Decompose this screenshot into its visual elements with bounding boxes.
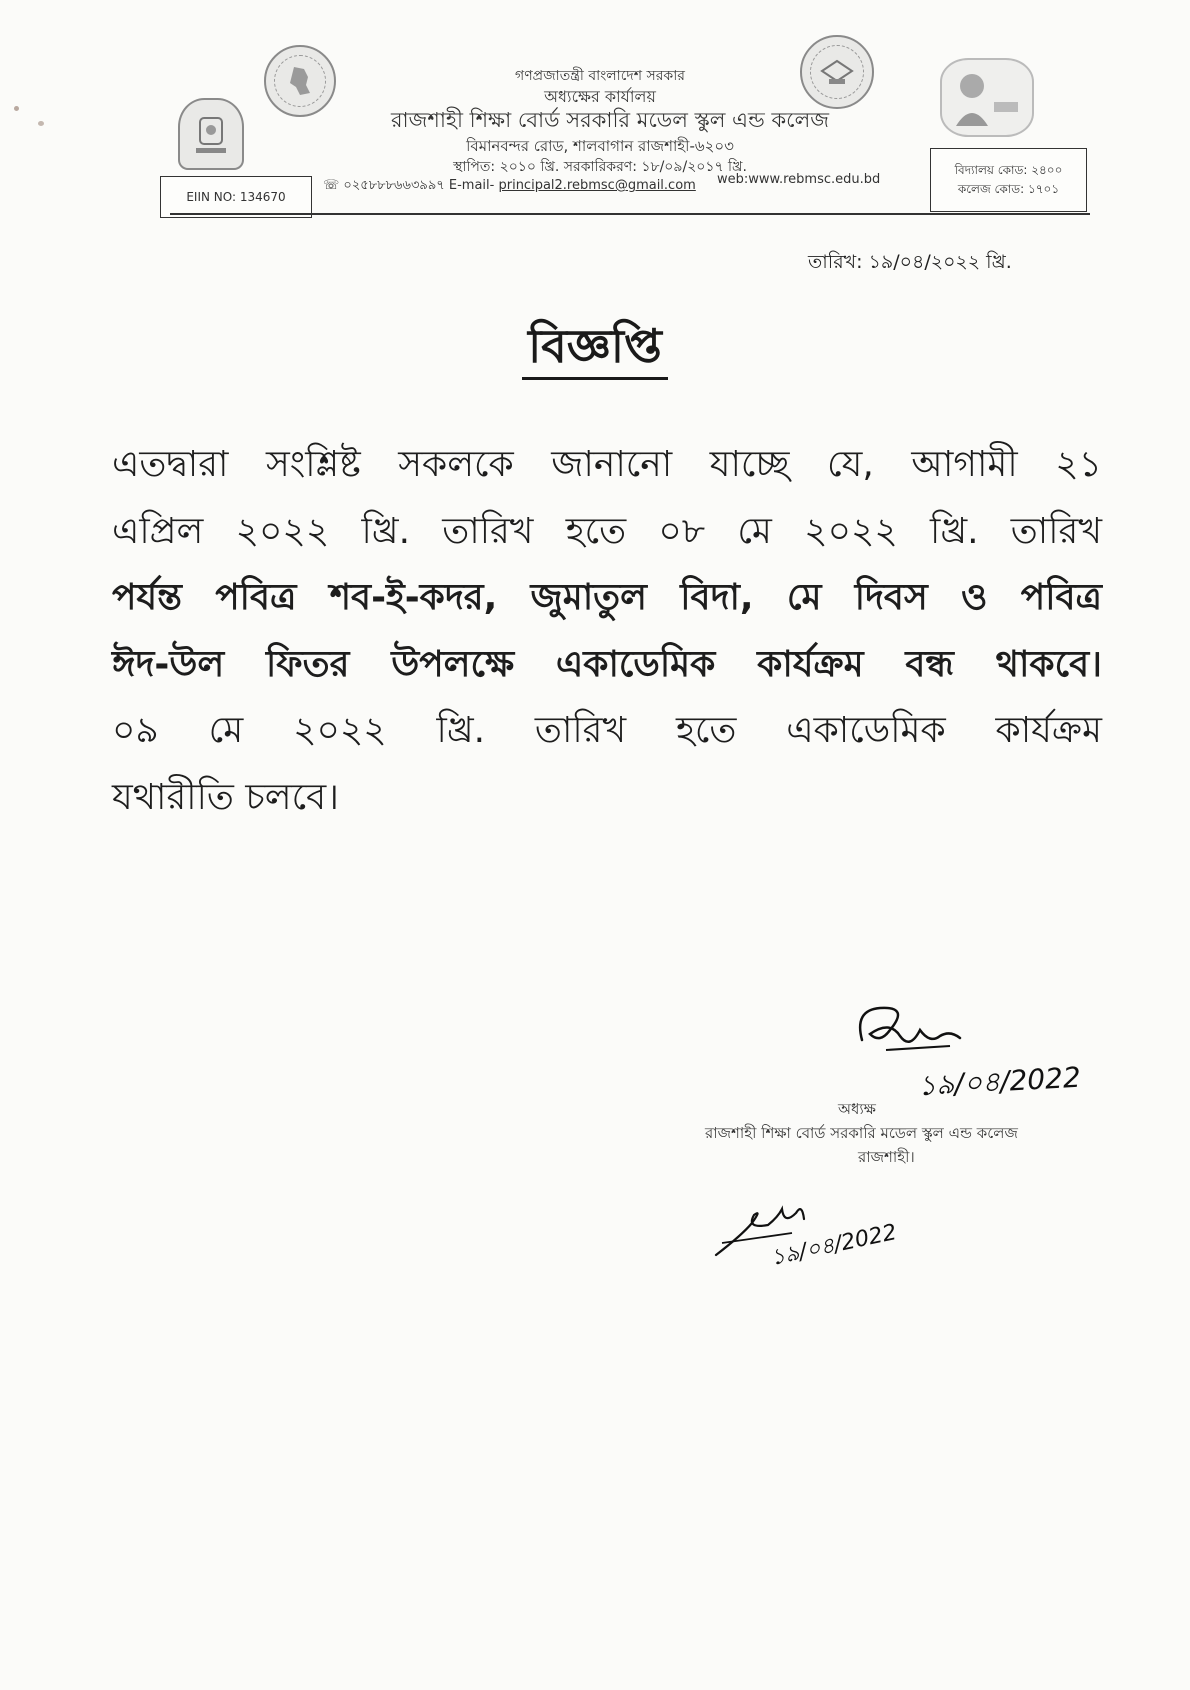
principal-signature-icon [850,1000,970,1070]
second-signature-date: ১৯/০৪/2022 [768,1219,899,1272]
eiin-box [160,176,312,218]
phone-number: ০২৫৮৮৮৬৬৩৯৯৭ [343,178,445,193]
institution-address: বিমানবন্দর রোড, শালবাগান রাজশাহী-৬২০৩ [466,137,734,155]
body-line-1: এতদ্বারা সংশ্লিষ্ট সকলকে জানানো যাচ্ছে যে, আগামী ২১ [112,444,1102,485]
office-name: অধ্যক্ষের কার্যালয় [544,87,656,106]
notice-title [0,312,1190,388]
body-line-5: ০৯ মে ২০২২ খ্রি. তারিখ হতে একাডেমিক কার্যক্রম [112,710,1102,751]
phone-icon: ☏ [323,178,340,193]
institution-name: রাজশাহী শিক্ষা বোর্ড সরকারি মডেল স্কুল এন্ড কলেজ [390,108,830,132]
school-code: বিদ্যালয় কোড: ২৪০০ [954,163,1063,177]
principal-signature-date: ১৯/০৪/2022 [917,1060,1082,1103]
college-code: কলেজ কোড: ১৭০১ [957,182,1060,196]
government-name: গণপ্রজাতন্ত্রী বাংলাদেশ সরকার [515,68,685,84]
body-line-3: পর্যন্ত পবিত্র শব-ই-কদর, জুমাতুল বিদা, মে দিবস ও পবিত্র [112,577,1102,618]
signatory-institution: রাজশাহী শিক্ষা বোর্ড সরকারি মডেল স্কুল এন্ড কলেজ [705,1124,1018,1142]
email-label: E-mail- [448,178,495,193]
header-divider [170,213,1090,215]
notice-date: তারিখ: ১৯/০৪/২০২২ খ্রি. [808,251,1012,273]
scan-speck [38,121,44,126]
scan-speck [14,106,19,111]
eiin-number: EIIN NO: 134670 [186,189,286,204]
code-box [930,148,1087,212]
body-line-2: এপ্রিল ২০২২ খ্রি. তারিখ হতে ০৮ মে ২০২২ খ্রি. তারিখ [112,510,1102,552]
contact-line [323,176,696,197]
education-board-emblem-icon [178,98,244,170]
signatory-designation: অধ্যক্ষ [838,1100,876,1118]
establishment-info: স্থাপিত: ২০১০ খ্রি. সরকারিকরণ: ১৮/০৯/২০১৭ খ্রি. [453,159,747,175]
body-line-6: যথারীতি চলবে। [112,776,339,818]
notice-body [112,432,1102,831]
notice-title-text: বিজ্ঞপ্তি [522,319,668,380]
school-crest-icon [800,35,874,109]
body-line-4: ঈদ-উল ফিতর উপলক্ষে একাডেমিক কার্যক্রম বন্ধ থাকবে। [112,643,1102,685]
signatory-city: রাজশাহী। [858,1148,915,1166]
portrait-emblem-icon [940,58,1034,137]
email-link[interactable]: principal2.rebmsc@gmail.com [498,178,696,193]
website-link[interactable]: web:www.rebmsc.edu.bd [717,172,881,187]
